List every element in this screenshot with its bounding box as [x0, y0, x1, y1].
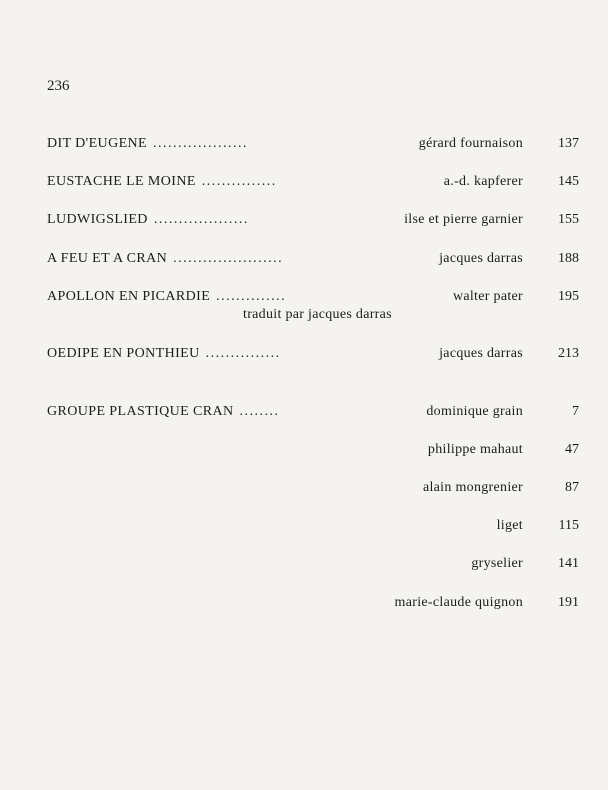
toc-entry	[47, 404, 579, 424]
toc-entry	[47, 251, 579, 271]
toc-entry-author: marie-claude quignon	[394, 595, 523, 610]
toc-entry	[47, 556, 579, 576]
toc-entry-author: alain mongrenier	[422, 480, 523, 495]
toc-entry-page: 191	[558, 595, 579, 610]
toc-entry-page: 7	[572, 404, 579, 419]
toc-entry-page: 115	[558, 518, 579, 533]
toc-entry-title: OEDIPE EN PONTHIEU ...............	[47, 346, 281, 361]
toc-entry-page: 87	[565, 480, 579, 495]
toc-entry-page: 137	[558, 136, 579, 151]
toc-entry-author: ilse et pierre garnier	[404, 212, 523, 227]
toc-entry-author: philippe mahaut	[427, 442, 523, 457]
leader-dots: ........	[239, 404, 280, 419]
toc-entry	[47, 480, 579, 500]
toc-entry-page: 141	[558, 556, 579, 571]
toc-entry	[47, 136, 579, 156]
toc-entry-author: gryselier	[471, 556, 523, 571]
toc-entry	[47, 518, 579, 538]
page-number: 236	[47, 78, 70, 94]
toc-entry	[47, 442, 579, 462]
toc-entry-title: DIT D'EUGENE ...................	[47, 136, 248, 151]
leader-dots: ...................	[153, 136, 248, 151]
toc-entry-author: dominique grain	[426, 404, 523, 419]
translation-note: traduit par jacques darras	[243, 307, 392, 322]
leader-dots: ..............	[216, 289, 287, 304]
toc-entry-title: APOLLON EN PICARDIE ..............	[47, 289, 287, 304]
toc-entry-title: LUDWIGSLIED ...................	[47, 212, 249, 227]
toc-entry-author: jacques darras	[439, 251, 523, 266]
toc-entry-page: 213	[558, 346, 579, 361]
toc-entry-page: 155	[558, 212, 579, 227]
toc-entry-author: walter pater	[452, 289, 523, 304]
toc-entry	[47, 289, 579, 309]
toc-entry-page: 47	[565, 442, 579, 457]
toc-entry	[47, 346, 579, 366]
toc-entry-author: gérard fournaison	[418, 136, 523, 151]
toc-entry-author: a.-d. kapferer	[443, 174, 523, 189]
leader-dots: ...............	[201, 174, 277, 189]
leader-dots: ...................	[153, 212, 249, 227]
toc-entry	[47, 595, 579, 615]
toc-entry-page: 188	[558, 251, 579, 266]
toc-entry-title: A FEU ET A CRAN ......................	[47, 251, 284, 266]
leader-dots: ......................	[173, 251, 284, 266]
toc-entry-author: liget	[496, 518, 523, 533]
leader-dots: ...............	[205, 346, 281, 361]
toc-entry-title: EUSTACHE LE MOINE ...............	[47, 174, 277, 189]
toc-entry-page: 145	[558, 174, 579, 189]
toc-entry	[47, 174, 579, 194]
toc-entry	[47, 212, 579, 232]
toc-entry-page: 195	[558, 289, 579, 304]
toc-entry-author: jacques darras	[439, 346, 523, 361]
toc-entry-title: GROUPE PLASTIQUE CRAN ........	[47, 404, 280, 419]
